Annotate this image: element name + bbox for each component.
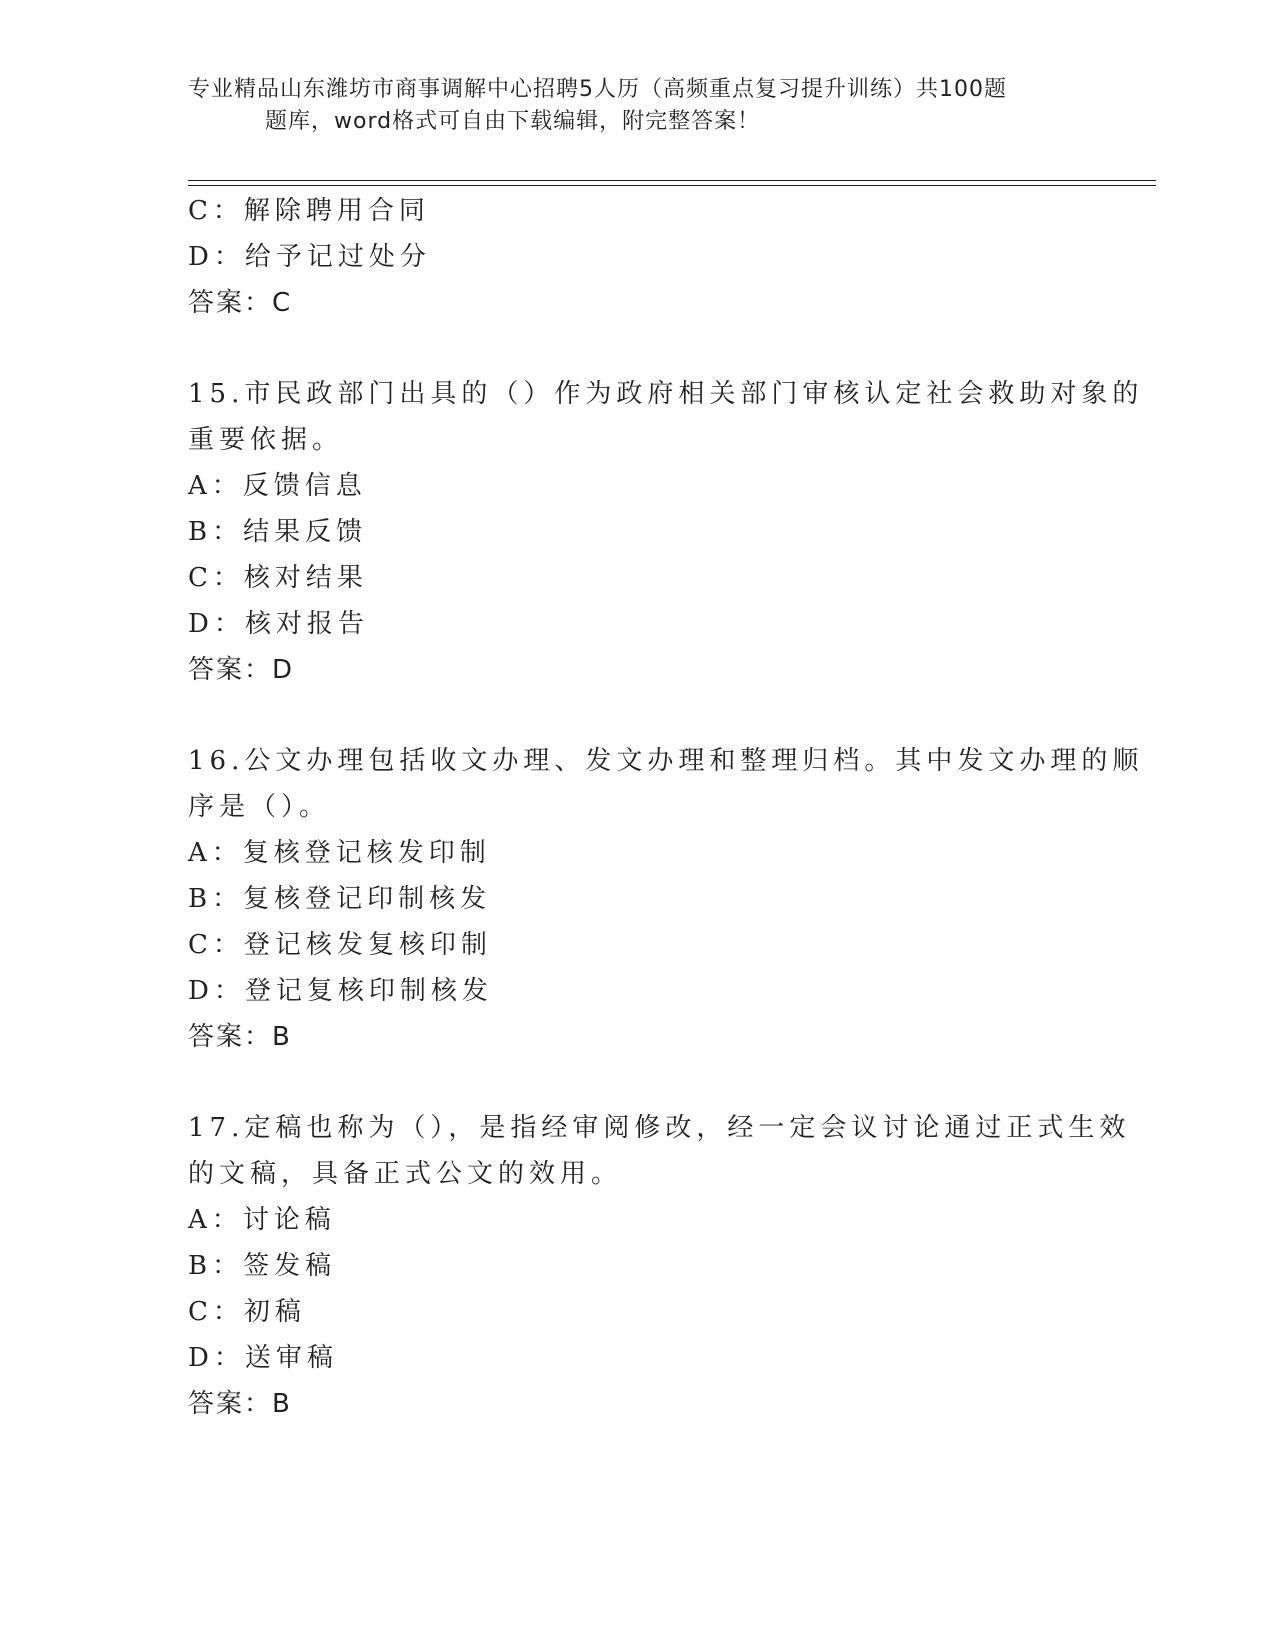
option-c: C：登记核发复核印制 — [188, 930, 492, 960]
question-stem-cont: 重要依据。 — [188, 425, 344, 455]
question-stem-cont: 序是（）。 — [188, 792, 331, 822]
document-header — [188, 74, 1088, 138]
header-divider-top — [188, 180, 1156, 181]
document-body — [188, 188, 1144, 1427]
question-15 — [188, 371, 1144, 693]
option-a: A：复核登记核发印制 — [188, 838, 491, 868]
option-c: C：解除聘用合同 — [188, 196, 430, 226]
question-stem-cont: 的文稿，具备正式公文的效用。 — [188, 1159, 623, 1189]
option-d: D：给予记过处分 — [188, 242, 431, 272]
question-stem: 16.公文办理包括收文办理、发文办理和整理归档。其中发文办理的顺 — [188, 746, 1144, 776]
option-c: C：核对结果 — [188, 563, 368, 593]
option-b: B：结果反馈 — [188, 517, 368, 547]
option-a: A：讨论稿 — [188, 1205, 336, 1235]
question-17 — [188, 1105, 1131, 1427]
option-d: D：登记复核印制核发 — [188, 976, 493, 1006]
option-d: D：送审稿 — [188, 1343, 338, 1373]
answer-line: 答案：C — [188, 288, 293, 318]
header-divider-bottom — [188, 185, 1156, 186]
option-c: C：初稿 — [188, 1297, 306, 1327]
question-stem: 17.定稿也称为（），是指经审阅修改，经一定会议讨论通过正式生效 — [188, 1113, 1131, 1143]
answer-line: 答案：D — [188, 655, 295, 685]
question-16 — [188, 738, 1144, 1060]
question-stem: 15.市民政部门出具的（）作为政府相关部门审核认定社会救助对象的 — [188, 379, 1144, 409]
answer-line: 答案：B — [188, 1022, 292, 1052]
header-title-line-2: 题库，word格式可自由下载编辑，附完整答案！ — [265, 109, 761, 134]
option-b: B：签发稿 — [188, 1251, 337, 1281]
question-14-tail — [188, 188, 1088, 326]
header-title-line-1: 专业精品山东潍坊市商事调解中心招聘5人历（高频重点复习提升训练）共100题 — [188, 77, 1007, 102]
answer-line: 答案：B — [188, 1389, 292, 1419]
option-d: D：核对报告 — [188, 609, 369, 639]
option-a: A：反馈信息 — [188, 471, 367, 501]
option-b: B：复核登记印制核发 — [188, 884, 492, 914]
